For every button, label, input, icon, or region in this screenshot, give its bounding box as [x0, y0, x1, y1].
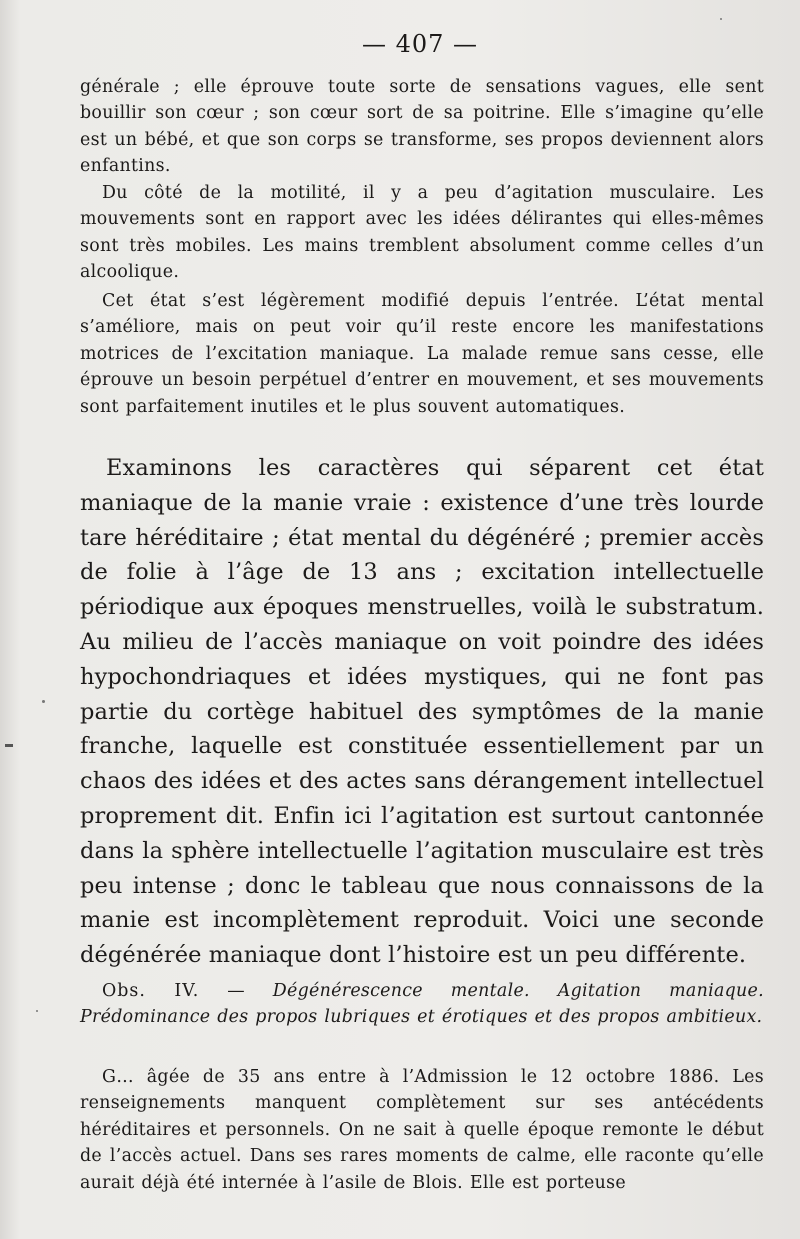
- observation-heading: [80, 978, 764, 1031]
- page-number: — 407 —: [361, 30, 479, 58]
- paper-speck: [42, 700, 45, 703]
- observation-title: Dégénérescence mentale. Agitation maniaque. Prédominance des propos lubriques et érotiques et des propos ambitieux.: [80, 981, 764, 1028]
- paragraph-4: Examinons les caractères qui séparent cet état maniaque de la manie vraie : existence d’une très lourde tare héréditaire ; état mental du dégénéré ; premier accès de folie à l’âge de 13 ans ; excitation intellectuelle périodique aux époques menstruelles, voilà le substratum. Au milieu de l’accès maniaque on voit poindre des idées hypochondriaques et idées mystiques, qui ne font pas partie du cortège habituel des symptômes de la manie franche, laquelle est constituée essentiellement par un chaos des idées et des actes sans dérangement intellectuel proprement dit. Enfin ici l’agitation est surtout cantonnée dans la sphère intellectuelle l’agitation musculaire est très peu intense ; donc le tableau que nous connaissons de la manie est incomplètement reproduit. Voici une seconde dégénérée maniaque dont l’histoire est un peu différente.: [80, 455, 764, 969]
- paragraph-1: générale ; elle éprouve toute sorte de sensations vagues, elle sent bouillir son cœur ; son cœur sort de sa poitrine. Elle s’imagine qu’elle est un bébé, et que son corps se transforme, ses propos deviennent alors enfantins.: [80, 77, 764, 177]
- paragraph-2: Du côté de la motilité, il y a peu d’agitation musculaire. Les mouvements sont en rapport avec les idées délirantes qui elles-mêmes sont très mobiles. Les mains tremblent absolument comme celles d’un alcoolique.: [80, 183, 764, 283]
- paragraph-3: Cet état s’est légèrement modifié depuis l’entrée. L’état mental s’améliore, mais on peut voir qu’il reste encore les manifestations motrices de l’excitation maniaque. La malade remue sans cesse, elle éprouve un besoin perpétuel d’entrer en mouvement, et ses mouvements sont parfaitement inutiles et le plus souvent automatiques.: [80, 291, 764, 417]
- paragraph-5: G… âgée de 35 ans entre à l’Admission le 12 octobre 1886. Les renseignements manquent complètement sur ses antécédents héréditaires et personnels. On ne sait à quelle époque remonte le début de l’accès actuel. Dans ses rares moments de calme, elle raconte qu’elle aurait déjà été internée à l’asile de Blois. Elle est porteuse: [80, 1067, 764, 1193]
- paper-speck: [720, 18, 722, 20]
- observation-label: Obs. IV.: [102, 981, 200, 1001]
- margin-mark: [5, 744, 13, 747]
- paper-speck: [36, 1010, 38, 1012]
- observation-dash: —: [199, 981, 273, 1001]
